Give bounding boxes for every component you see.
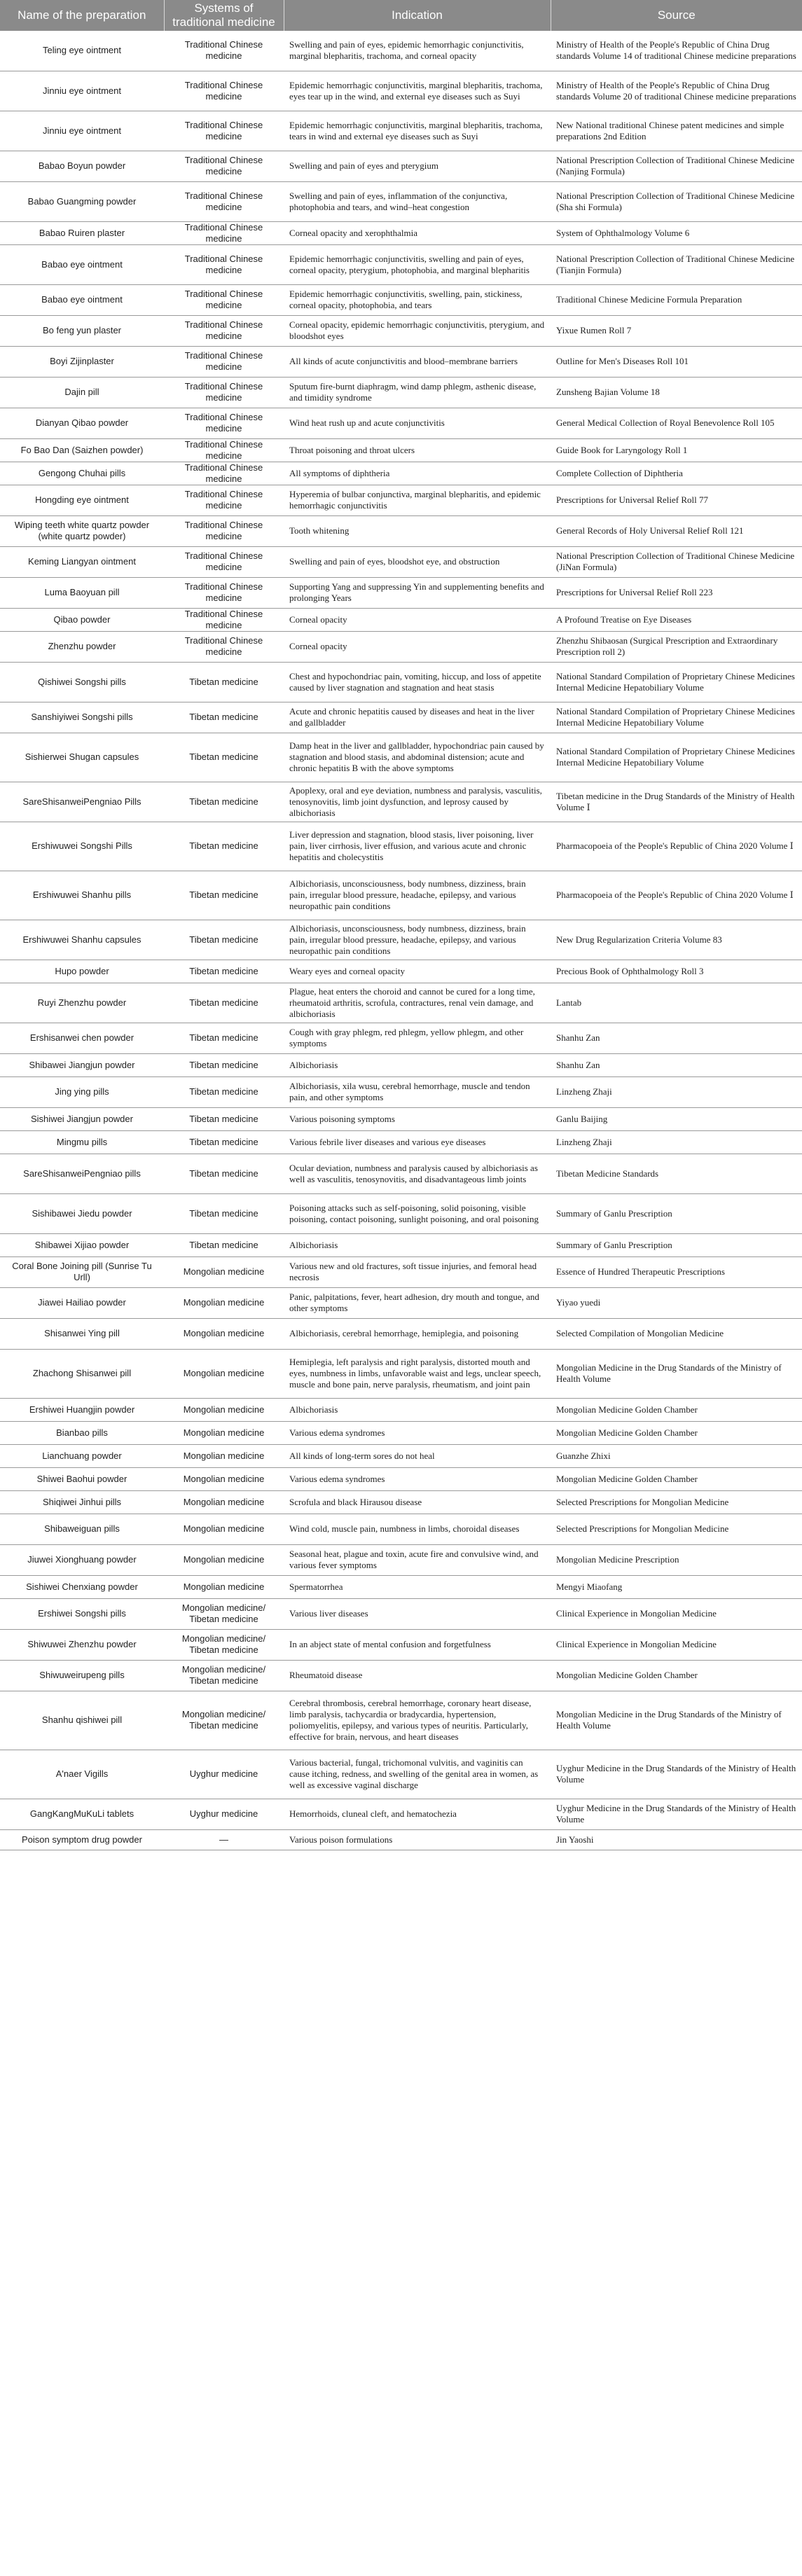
table-row — [0, 1233, 802, 1256]
cell-system: Mongolian medicine — [164, 1318, 284, 1349]
cell-system: Tibetan medicine — [164, 983, 284, 1023]
cell-indication: Hemiplegia, left paralysis and right paralysis, distorted mouth and eyes, numbness in limbs, unfavorable waist and legs, unclear speech, muscle and bone pain, nerve paralysis, rheumatism, and joint pain — [284, 1349, 551, 1398]
cell-indication: Sputum fire-burnt diaphragm, wind damp phlegm, asthenic disease, and timidity syndrome — [284, 377, 551, 408]
table-row — [0, 1660, 802, 1691]
table-row — [0, 1193, 802, 1233]
cell-name: A'naer Vigills — [0, 1750, 164, 1799]
cell-source: Zunsheng Bajian Volume 18 — [551, 377, 802, 408]
cell-name: Poison symptom drug powder — [0, 1829, 164, 1850]
cell-source: Guanzhe Zhixi — [551, 1444, 802, 1467]
cell-name: Shibaweiguan pills — [0, 1514, 164, 1544]
cell-name: Jing ying pills — [0, 1076, 164, 1107]
cell-indication: Throat poisoning and throat ulcers — [284, 438, 551, 462]
cell-source: Essence of Hundred Therapeutic Prescriptions — [551, 1256, 802, 1287]
cell-name: Shiwuweirupeng pills — [0, 1660, 164, 1691]
cell-name: Hupo powder — [0, 960, 164, 983]
cell-indication: Epidemic hemorrhagic conjunctivitis, swelling, pain, stickiness, corneal opacity, photophobia, and tears — [284, 284, 551, 315]
cell-indication: Wind heat rush up and acute conjunctivitis — [284, 408, 551, 438]
cell-indication: Cough with gray phlegm, red phlegm, yellow phlegm, and other symptoms — [284, 1023, 551, 1053]
cell-name: Babao Boyun powder — [0, 151, 164, 181]
cell-source: Shanhu Zan — [551, 1023, 802, 1053]
cell-system: Tibetan medicine — [164, 1107, 284, 1130]
cell-source: Summary of Ganlu Prescription — [551, 1193, 802, 1233]
table-row — [0, 1750, 802, 1799]
cell-name: Ershiwuwei Songshi Pills — [0, 822, 164, 871]
table-row — [0, 920, 802, 960]
cell-indication: All symptoms of diphtheria — [284, 462, 551, 485]
cell-name: Ershiwuwei Shanhu pills — [0, 871, 164, 920]
cell-name: Sishiwei Chenxiang powder — [0, 1575, 164, 1598]
table-row — [0, 438, 802, 462]
cell-source: Mongolian Medicine Golden Chamber — [551, 1660, 802, 1691]
cell-name: Boyi Zijinplaster — [0, 346, 164, 377]
table-row — [0, 1490, 802, 1514]
table-row — [0, 1444, 802, 1467]
cell-indication: Cerebral thrombosis, cerebral hemorrhage, coronary heart disease, limb paralysis, tachycardia or bradycardia, hypertension, poliomyelitis, epilepsy, and various types of neuritis. Particularly, effective for brain, nervous, and heart diseases — [284, 1691, 551, 1750]
cell-source: Uyghur Medicine in the Drug Standards of the Ministry of Health Volume — [551, 1799, 802, 1829]
header-name: Name of the preparation — [0, 0, 164, 31]
table-row — [0, 1598, 802, 1629]
cell-indication: Swelling and pain of eyes, bloodshot eye, and obstruction — [284, 546, 551, 577]
table-row — [0, 515, 802, 546]
cell-indication: Wind cold, muscle pain, numbness in limbs, choroidal diseases — [284, 1514, 551, 1544]
cell-name: Gengong Chuhai pills — [0, 462, 164, 485]
cell-system: Traditional Chinese medicine — [164, 515, 284, 546]
cell-indication: All kinds of acute conjunctivitis and blood–membrane barriers — [284, 346, 551, 377]
cell-system: Uyghur medicine — [164, 1750, 284, 1799]
cell-source: Complete Collection of Diphtheria — [551, 462, 802, 485]
cell-system: Mongolian medicine — [164, 1349, 284, 1398]
cell-name: Dianyan Qibao powder — [0, 408, 164, 438]
cell-source: Outline for Men's Diseases Roll 101 — [551, 346, 802, 377]
cell-source: National Prescription Collection of Traditional Chinese Medicine (Sha shi Formula) — [551, 181, 802, 221]
cell-name: Shibawei Jiangjun powder — [0, 1053, 164, 1076]
table-row — [0, 1421, 802, 1444]
cell-name: Ruyi Zhenzhu powder — [0, 983, 164, 1023]
cell-name: Ershiwei Huangjin powder — [0, 1398, 164, 1421]
cell-indication: Corneal opacity — [284, 631, 551, 662]
cell-indication: Seasonal heat, plague and toxin, acute fire and convulsive wind, and various fever symptoms — [284, 1544, 551, 1575]
cell-indication: In an abject state of mental confusion and forgetfulness — [284, 1629, 551, 1660]
table-row — [0, 1467, 802, 1490]
cell-system: Tibetan medicine — [164, 1023, 284, 1053]
cell-source: Tibetan Medicine Standards — [551, 1154, 802, 1193]
cell-name: Bianbao pills — [0, 1421, 164, 1444]
cell-system: Traditional Chinese medicine — [164, 462, 284, 485]
cell-system: Traditional Chinese medicine — [164, 31, 284, 71]
header-source: Source — [551, 0, 802, 31]
cell-indication: Apoplexy, oral and eye deviation, numbness and paralysis, vasculitis, tenosynovitis, limb joint dysfunction, and leprosy caused by albichoriasis — [284, 782, 551, 822]
table-row — [0, 315, 802, 346]
cell-system: Traditional Chinese medicine — [164, 111, 284, 151]
cell-source: Pharmacopoeia of the People's Republic of China 2020 Volume Ⅰ — [551, 871, 802, 920]
cell-name: Ershiwei Songshi pills — [0, 1598, 164, 1629]
cell-system: Tibetan medicine — [164, 1130, 284, 1154]
cell-name: Mingmu pills — [0, 1130, 164, 1154]
cell-source: Clinical Experience in Mongolian Medicine — [551, 1598, 802, 1629]
cell-name: Jinniu eye ointment — [0, 71, 164, 111]
cell-indication: Epidemic hemorrhagic conjunctivitis, marginal blepharitis, trachoma, tears in wind and external eye diseases such as Suyi — [284, 111, 551, 151]
header-system: Systems of traditional medicine — [164, 0, 284, 31]
cell-system: Tibetan medicine — [164, 1076, 284, 1107]
cell-system: Tibetan medicine — [164, 822, 284, 871]
cell-source: Ministry of Health of the People's Republic of China Drug standards Volume 14 of traditional Chinese medicine preparations — [551, 31, 802, 71]
cell-indication: Epidemic hemorrhagic conjunctivitis, swelling and pain of eyes, corneal opacity, pterygium, photophobia, and marginal blepharitis — [284, 244, 551, 284]
cell-source: National Prescription Collection of Traditional Chinese Medicine (Nanjing Formula) — [551, 151, 802, 181]
table-row — [0, 1691, 802, 1750]
cell-system: Traditional Chinese medicine — [164, 244, 284, 284]
cell-system: Mongolian medicine — [164, 1575, 284, 1598]
cell-name: Babao Guangming powder — [0, 181, 164, 221]
cell-system: Tibetan medicine — [164, 960, 284, 983]
cell-system: Traditional Chinese medicine — [164, 631, 284, 662]
cell-name: Shanhu qishiwei pill — [0, 1691, 164, 1750]
cell-system: Tibetan medicine — [164, 1233, 284, 1256]
table-row — [0, 1349, 802, 1398]
cell-indication: Albichoriasis, xila wusu, cerebral hemorrhage, muscle and tendon pain, and other symptoms — [284, 1076, 551, 1107]
cell-source: General Medical Collection of Royal Benevolence Roll 105 — [551, 408, 802, 438]
cell-name: Qibao powder — [0, 608, 164, 631]
cell-source: Mongolian Medicine in the Drug Standards of the Ministry of Health Volume — [551, 1349, 802, 1398]
cell-system: Mongolian medicine — [164, 1544, 284, 1575]
table-row — [0, 608, 802, 631]
table-row — [0, 1318, 802, 1349]
cell-system: Traditional Chinese medicine — [164, 284, 284, 315]
cell-system: Mongolian medicine — [164, 1514, 284, 1544]
table-row — [0, 31, 802, 71]
cell-system: Traditional Chinese medicine — [164, 438, 284, 462]
cell-indication: Various bacterial, fungal, trichomonal vulvitis, and vaginitis can cause itching, redness, and swelling of the genital area in women, as well as excessive vaginal discharge — [284, 1750, 551, 1799]
cell-name: Lianchuang powder — [0, 1444, 164, 1467]
cell-system: Mongolian medicine — [164, 1256, 284, 1287]
table-row — [0, 546, 802, 577]
cell-name: Qishiwei Songshi pills — [0, 662, 164, 702]
table-row — [0, 181, 802, 221]
table-header-row — [0, 0, 802, 31]
cell-source: National Standard Compilation of Proprietary Chinese Medicines Internal Medicine Hepatobiliary Volume — [551, 733, 802, 782]
cell-source: A Profound Treatise on Eye Diseases — [551, 608, 802, 631]
table-row — [0, 1398, 802, 1421]
cell-indication: Albichoriasis, cerebral hemorrhage, hemiplegia, and poisoning — [284, 1318, 551, 1349]
cell-name: Coral Bone Joining pill (Sunrise Tu Urll) — [0, 1256, 164, 1287]
cell-source: Mongolian Medicine Prescription — [551, 1544, 802, 1575]
cell-indication: Albichoriasis — [284, 1233, 551, 1256]
cell-source: Linzheng Zhaji — [551, 1130, 802, 1154]
cell-source: Mongolian Medicine in the Drug Standards of the Ministry of Health Volume — [551, 1691, 802, 1750]
cell-source: Tibetan medicine in the Drug Standards of the Ministry of Health Volume Ⅰ — [551, 782, 802, 822]
cell-indication: Hyperemia of bulbar conjunctiva, marginal blepharitis, and epidemic hemorrhagic conjunctivitis — [284, 485, 551, 515]
table-row — [0, 662, 802, 702]
table-row — [0, 983, 802, 1023]
table-row — [0, 782, 802, 822]
cell-system: Traditional Chinese medicine — [164, 608, 284, 631]
cell-indication: Various liver diseases — [284, 1598, 551, 1629]
cell-system: — — [164, 1829, 284, 1850]
cell-source: New National traditional Chinese patent medicines and simple preparations 2nd Edition — [551, 111, 802, 151]
cell-system: Mongolian medicine — [164, 1287, 284, 1318]
cell-system: Tibetan medicine — [164, 782, 284, 822]
cell-name: Keming Liangyan ointment — [0, 546, 164, 577]
cell-indication: Tooth whitening — [284, 515, 551, 546]
cell-name: GangKangMuKuLi tablets — [0, 1799, 164, 1829]
cell-indication: Panic, palpitations, fever, heart adhesion, dry mouth and tongue, and other symptoms — [284, 1287, 551, 1318]
cell-name: Luma Baoyuan pill — [0, 577, 164, 608]
cell-source: Ministry of Health of the People's Republic of China Drug standards Volume 20 of traditional Chinese medicine preparations — [551, 71, 802, 111]
cell-name: SareShisanweiPengniao pills — [0, 1154, 164, 1193]
cell-system: Traditional Chinese medicine — [164, 71, 284, 111]
cell-indication: Albichoriasis, unconsciousness, body numbness, dizziness, brain pain, irregular blood pressure, headache, epilepsy, and various neuropathic pain conditions — [284, 920, 551, 960]
cell-source: Lantab — [551, 983, 802, 1023]
cell-source: System of Ophthalmology Volume 6 — [551, 221, 802, 244]
table-row — [0, 1287, 802, 1318]
cell-indication: Swelling and pain of eyes and pterygium — [284, 151, 551, 181]
cell-name: Jiuwei Xionghuang powder — [0, 1544, 164, 1575]
cell-system: Traditional Chinese medicine — [164, 408, 284, 438]
cell-source: Linzheng Zhaji — [551, 1076, 802, 1107]
cell-indication: Various new and old fractures, soft tissue injuries, and femoral head necrosis — [284, 1256, 551, 1287]
cell-source: National Prescription Collection of Traditional Chinese Medicine (Tianjin Formula) — [551, 244, 802, 284]
cell-indication: Hemorrhoids, cluneal cleft, and hematochezia — [284, 1799, 551, 1829]
cell-source: Selected Compilation of Mongolian Medicine — [551, 1318, 802, 1349]
cell-system: Mongolian medicine/ Tibetan medicine — [164, 1660, 284, 1691]
table-row — [0, 462, 802, 485]
cell-indication: Swelling and pain of eyes, inflammation of the conjunctiva, photophobia and tears, and wind–heat congestion — [284, 181, 551, 221]
table-row — [0, 244, 802, 284]
cell-system: Tibetan medicine — [164, 733, 284, 782]
cell-source: Prescriptions for Universal Relief Roll 77 — [551, 485, 802, 515]
cell-name: Sishiwei Jiangjun powder — [0, 1107, 164, 1130]
cell-indication: Swelling and pain of eyes, epidemic hemorrhagic conjunctivitis, marginal blepharitis, trachoma, and corneal opacity — [284, 31, 551, 71]
cell-name: Sanshiyiwei Songshi pills — [0, 702, 164, 733]
cell-name: Bo feng yun plaster — [0, 315, 164, 346]
header-indication: Indication — [284, 0, 551, 31]
cell-source: Jin Yaoshi — [551, 1829, 802, 1850]
cell-indication: Supporting Yang and suppressing Yin and supplementing benefits and prolonging Years — [284, 577, 551, 608]
cell-name: Babao Ruiren plaster — [0, 221, 164, 244]
cell-indication: Various poisoning symptoms — [284, 1107, 551, 1130]
cell-name: Ershisanwei chen powder — [0, 1023, 164, 1053]
table-row — [0, 733, 802, 782]
cell-system: Tibetan medicine — [164, 1053, 284, 1076]
cell-name: Shiwei Baohui powder — [0, 1467, 164, 1490]
cell-indication: Various edema syndromes — [284, 1467, 551, 1490]
table-row — [0, 284, 802, 315]
cell-name: Babao eye ointment — [0, 244, 164, 284]
cell-system: Mongolian medicine/ Tibetan medicine — [164, 1598, 284, 1629]
cell-source: Zhenzhu Shibaosan (Surgical Prescription and Extraordinary Prescription roll 2) — [551, 631, 802, 662]
table-row — [0, 485, 802, 515]
cell-system: Mongolian medicine — [164, 1444, 284, 1467]
table-row — [0, 1544, 802, 1575]
cell-name: Shiqiwei Jinhui pills — [0, 1490, 164, 1514]
table-row — [0, 1130, 802, 1154]
cell-name: Shiwuwei Zhenzhu powder — [0, 1629, 164, 1660]
cell-name: Shibawei Xijiao powder — [0, 1233, 164, 1256]
cell-source: Prescriptions for Universal Relief Roll 223 — [551, 577, 802, 608]
cell-source: Yixue Rumen Roll 7 — [551, 315, 802, 346]
cell-system: Traditional Chinese medicine — [164, 315, 284, 346]
table-row — [0, 346, 802, 377]
cell-name: Zhachong Shisanwei pill — [0, 1349, 164, 1398]
table-row — [0, 1107, 802, 1130]
table-row — [0, 1575, 802, 1598]
table-row — [0, 1256, 802, 1287]
cell-name: Sishierwei Shugan capsules — [0, 733, 164, 782]
cell-name: Jinniu eye ointment — [0, 111, 164, 151]
table-row — [0, 960, 802, 983]
cell-indication: Rheumatoid disease — [284, 1660, 551, 1691]
cell-indication: Corneal opacity — [284, 608, 551, 631]
cell-source: Mongolian Medicine Golden Chamber — [551, 1398, 802, 1421]
cell-indication: Spermatorrhea — [284, 1575, 551, 1598]
cell-system: Mongolian medicine — [164, 1467, 284, 1490]
cell-indication: Albichoriasis — [284, 1053, 551, 1076]
cell-source: Summary of Ganlu Prescription — [551, 1233, 802, 1256]
cell-system: Mongolian medicine — [164, 1490, 284, 1514]
cell-indication: Poisoning attacks such as self-poisoning, solid poisoning, visible poisoning, contact poisoning, sunlight poisoning, and oral poisoning — [284, 1193, 551, 1233]
cell-source: National Standard Compilation of Proprietary Chinese Medicines Internal Medicine Hepatobiliary Volume — [551, 662, 802, 702]
table-row — [0, 1514, 802, 1544]
cell-source: Mengyi Miaofang — [551, 1575, 802, 1598]
cell-source: Traditional Chinese Medicine Formula Preparation — [551, 284, 802, 315]
cell-source: Clinical Experience in Mongolian Medicine — [551, 1629, 802, 1660]
cell-system: Tibetan medicine — [164, 1154, 284, 1193]
cell-source: Uyghur Medicine in the Drug Standards of the Ministry of Health Volume — [551, 1750, 802, 1799]
cell-system: Traditional Chinese medicine — [164, 485, 284, 515]
cell-name: Fo Bao Dan (Saizhen powder) — [0, 438, 164, 462]
cell-source: Yiyao yuedi — [551, 1287, 802, 1318]
table-row — [0, 1076, 802, 1107]
cell-name: Sishibawei Jiedu powder — [0, 1193, 164, 1233]
table-row — [0, 1629, 802, 1660]
table-row — [0, 871, 802, 920]
cell-source: Shanhu Zan — [551, 1053, 802, 1076]
cell-system: Traditional Chinese medicine — [164, 577, 284, 608]
table-row — [0, 1799, 802, 1829]
cell-indication: Epidemic hemorrhagic conjunctivitis, marginal blepharitis, trachoma, eyes tear up in the wind, and external eye diseases such as Suyi — [284, 71, 551, 111]
cell-source: Ganlu Baijing — [551, 1107, 802, 1130]
cell-system: Tibetan medicine — [164, 920, 284, 960]
cell-source: National Prescription Collection of Traditional Chinese Medicine (JiNan Formula) — [551, 546, 802, 577]
cell-indication: Ocular deviation, numbness and paralysis caused by albichoriasis as well as vasculitis, tenosynovitis, and disadvantageous limb joints — [284, 1154, 551, 1193]
cell-system: Tibetan medicine — [164, 871, 284, 920]
table-row — [0, 1154, 802, 1193]
table-row — [0, 577, 802, 608]
cell-system: Traditional Chinese medicine — [164, 346, 284, 377]
cell-system: Traditional Chinese medicine — [164, 377, 284, 408]
cell-source: New Drug Regularization Criteria Volume 83 — [551, 920, 802, 960]
cell-system: Traditional Chinese medicine — [164, 151, 284, 181]
cell-name: Ershiwuwei Shanhu capsules — [0, 920, 164, 960]
cell-indication: Albichoriasis — [284, 1398, 551, 1421]
cell-system: Mongolian medicine — [164, 1421, 284, 1444]
cell-indication: Various poison formulations — [284, 1829, 551, 1850]
cell-source: Mongolian Medicine Golden Chamber — [551, 1467, 802, 1490]
cell-name: Hongding eye ointment — [0, 485, 164, 515]
cell-name: Shisanwei Ying pill — [0, 1318, 164, 1349]
table-row — [0, 151, 802, 181]
cell-source: Selected Prescriptions for Mongolian Medicine — [551, 1490, 802, 1514]
table-row — [0, 408, 802, 438]
cell-system: Uyghur medicine — [164, 1799, 284, 1829]
cell-indication: Corneal opacity and xerophthalmia — [284, 221, 551, 244]
table-row — [0, 1023, 802, 1053]
cell-name: SareShisanweiPengniao Pills — [0, 782, 164, 822]
cell-indication: All kinds of long-term sores do not heal — [284, 1444, 551, 1467]
cell-indication: Scrofula and black Hirausou disease — [284, 1490, 551, 1514]
table-row — [0, 377, 802, 408]
cell-indication: Various febrile liver diseases and various eye diseases — [284, 1130, 551, 1154]
cell-system: Tibetan medicine — [164, 662, 284, 702]
cell-indication: Corneal opacity, epidemic hemorrhagic conjunctivitis, pterygium, and bloodshot eyes — [284, 315, 551, 346]
cell-system: Mongolian medicine/ Tibetan medicine — [164, 1629, 284, 1660]
cell-system: Traditional Chinese medicine — [164, 181, 284, 221]
cell-indication: Albichoriasis, unconsciousness, body numbness, dizziness, brain pain, irregular blood pressure, headache, epilepsy, and various neuropathic pain conditions — [284, 871, 551, 920]
cell-name: Jiawei Hailiao powder — [0, 1287, 164, 1318]
cell-indication: Chest and hypochondriac pain, vomiting, hiccup, and loss of appetite caused by liver stagnation and stagnation and heat stasis — [284, 662, 551, 702]
table-row — [0, 631, 802, 662]
table-row — [0, 702, 802, 733]
cell-system: Tibetan medicine — [164, 702, 284, 733]
table-row — [0, 111, 802, 151]
cell-name: Babao eye ointment — [0, 284, 164, 315]
cell-indication: Liver depression and stagnation, blood stasis, liver poisoning, liver pain, liver cirrhosis, liver effusion, and various acute and chronic hepatitis and cholecystitis — [284, 822, 551, 871]
cell-name: Teling eye ointment — [0, 31, 164, 71]
table-row — [0, 1829, 802, 1850]
cell-source: Guide Book for Laryngology Roll 1 — [551, 438, 802, 462]
table-row — [0, 221, 802, 244]
cell-indication: Acute and chronic hepatitis caused by diseases and heat in the liver and gallbladder — [284, 702, 551, 733]
cell-system: Traditional Chinese medicine — [164, 546, 284, 577]
cell-source: Selected Prescriptions for Mongolian Medicine — [551, 1514, 802, 1544]
cell-indication: Various edema syndromes — [284, 1421, 551, 1444]
table-row — [0, 822, 802, 871]
table-row — [0, 71, 802, 111]
cell-source: General Records of Holy Universal Relief Roll 121 — [551, 515, 802, 546]
cell-source: Mongolian Medicine Golden Chamber — [551, 1421, 802, 1444]
cell-indication: Damp heat in the liver and gallbladder, hypochondriac pain caused by stagnation and blood stasis, and abdominal distension; acute and chronic hepatitis B with the above symptoms — [284, 733, 551, 782]
cell-source: National Standard Compilation of Proprietary Chinese Medicines Internal Medicine Hepatobiliary Volume — [551, 702, 802, 733]
cell-system: Tibetan medicine — [164, 1193, 284, 1233]
cell-name: Zhenzhu powder — [0, 631, 164, 662]
cell-system: Traditional Chinese medicine — [164, 221, 284, 244]
cell-source: Precious Book of Ophthalmology Roll 3 — [551, 960, 802, 983]
cell-name: Wiping teeth white quartz powder (white quartz powder) — [0, 515, 164, 546]
cell-indication: Plague, heat enters the choroid and cannot be cured for a long time, rheumatoid arthritis, scrofula, contractures, renal vein damage, and albichoriasis — [284, 983, 551, 1023]
cell-system: Mongolian medicine — [164, 1398, 284, 1421]
cell-indication: Weary eyes and corneal opacity — [284, 960, 551, 983]
cell-name: Dajin pill — [0, 377, 164, 408]
cell-source: Pharmacopoeia of the People's Republic of China 2020 Volume Ⅰ — [551, 822, 802, 871]
table-row — [0, 1053, 802, 1076]
cell-system: Mongolian medicine/ Tibetan medicine — [164, 1691, 284, 1750]
